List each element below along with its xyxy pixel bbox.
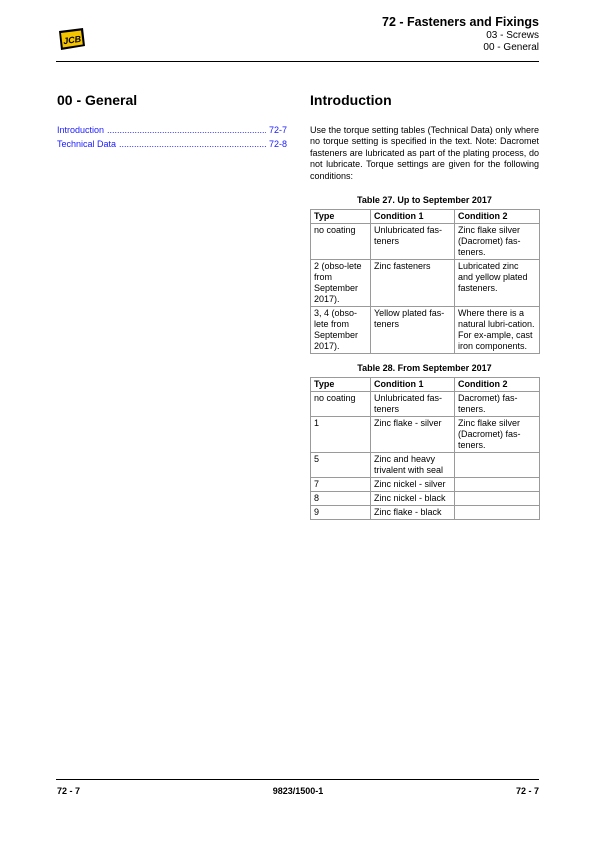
table-cell: 2 (obso-lete from September 2017). [311, 260, 371, 307]
table-of-contents [57, 125, 287, 153]
column-header: Condition 2 [455, 210, 540, 224]
toc-link-introduction[interactable] [57, 125, 287, 139]
footer-page-left: 72 - 7 [57, 786, 81, 796]
table-28-caption: Table 28. From September 2017 [357, 363, 492, 374]
table-cell: Dacromet) fas-teners. [455, 392, 540, 417]
table-cell: no coating [311, 392, 371, 417]
toc-leader [107, 125, 266, 135]
table-cell: Yellow plated fas-teners [371, 307, 455, 354]
left-column [57, 92, 287, 153]
toc-leader [119, 139, 266, 149]
column-header: Type [311, 378, 371, 392]
table-cell: Zinc fasteners [371, 260, 455, 307]
table-27-caption: Table 27. Up to September 2017 [357, 195, 492, 206]
toc-label: Introduction [57, 125, 105, 135]
table-cell: Zinc flake silver (Dacromet) fas-teners. [455, 417, 540, 453]
table-cell: Zinc flake - black [371, 506, 455, 520]
footer-page-right: 72 - 7 [515, 786, 539, 796]
jcb-logo [56, 27, 86, 51]
table-row [311, 307, 540, 354]
table-cell: Zinc flake silver (Dacromet) fas-teners. [455, 224, 540, 260]
table-cell: 3, 4 (obso-lete from September 2017). [311, 307, 371, 354]
table-cell: Unlubricated fas-teners [371, 224, 455, 260]
table-header-row [311, 210, 540, 224]
right-column [310, 92, 539, 520]
table-cell: Zinc nickel - silver [371, 478, 455, 492]
table-row [311, 478, 540, 492]
table-cell [455, 478, 540, 492]
table-cell: 8 [311, 492, 371, 506]
toc-label: Technical Data [57, 139, 117, 149]
toc-page: 72-8 [268, 139, 287, 149]
table-cell: Zinc and heavy trivalent with seal [371, 453, 455, 478]
chapter-title: 72 - Fasteners and Fixings [382, 15, 539, 29]
table-28 [310, 377, 540, 520]
introduction-text: Use the torque setting tables (Technical Data) only where no torque setting is specified in the text. Note: Dacromet fasteners are lubricated as part of the plating process, do not lubricate. Torque settings are given for the following conditions: [310, 125, 539, 181]
table-cell: Lubricated zinc and yellow plated fasteners. [455, 260, 540, 307]
section-subtitle: 03 - Screws [486, 30, 539, 41]
toc-link-technical-data[interactable] [57, 139, 287, 153]
footer-rule [56, 779, 539, 780]
column-header: Condition 1 [371, 210, 455, 224]
table-cell: Where there is a natural lubri-cation. For ex-ample, cast iron components. [455, 307, 540, 354]
table-cell: 9 [311, 506, 371, 520]
table-header-row [311, 378, 540, 392]
table-cell [455, 506, 540, 520]
table-cell: Zinc nickel - black [371, 492, 455, 506]
table-row [311, 492, 540, 506]
table-cell: Zinc flake - silver [371, 417, 455, 453]
table-cell [455, 453, 540, 478]
header-rule [56, 61, 539, 62]
table-row [311, 453, 540, 478]
table-cell: 5 [311, 453, 371, 478]
column-header: Condition 1 [371, 378, 455, 392]
logo-text: JCB [62, 33, 82, 47]
page-header [382, 15, 539, 54]
table-row [311, 392, 540, 417]
table-cell: Unlubricated fas-teners [371, 392, 455, 417]
table-27 [310, 209, 540, 354]
column-header: Condition 2 [455, 378, 540, 392]
footer-doc-number: 9823/1500-1 [272, 786, 324, 796]
table-cell: no coating [311, 224, 371, 260]
table-row [311, 260, 540, 307]
section-title: 00 - General [57, 92, 138, 108]
introduction-title: Introduction [310, 92, 392, 108]
column-header: Type [311, 210, 371, 224]
table-cell: 1 [311, 417, 371, 453]
table-row [311, 417, 540, 453]
subsection-subtitle: 00 - General [483, 42, 539, 53]
table-row [311, 506, 540, 520]
toc-page: 72-7 [268, 125, 287, 135]
table-cell [455, 492, 540, 506]
table-cell: 7 [311, 478, 371, 492]
table-row [311, 224, 540, 260]
